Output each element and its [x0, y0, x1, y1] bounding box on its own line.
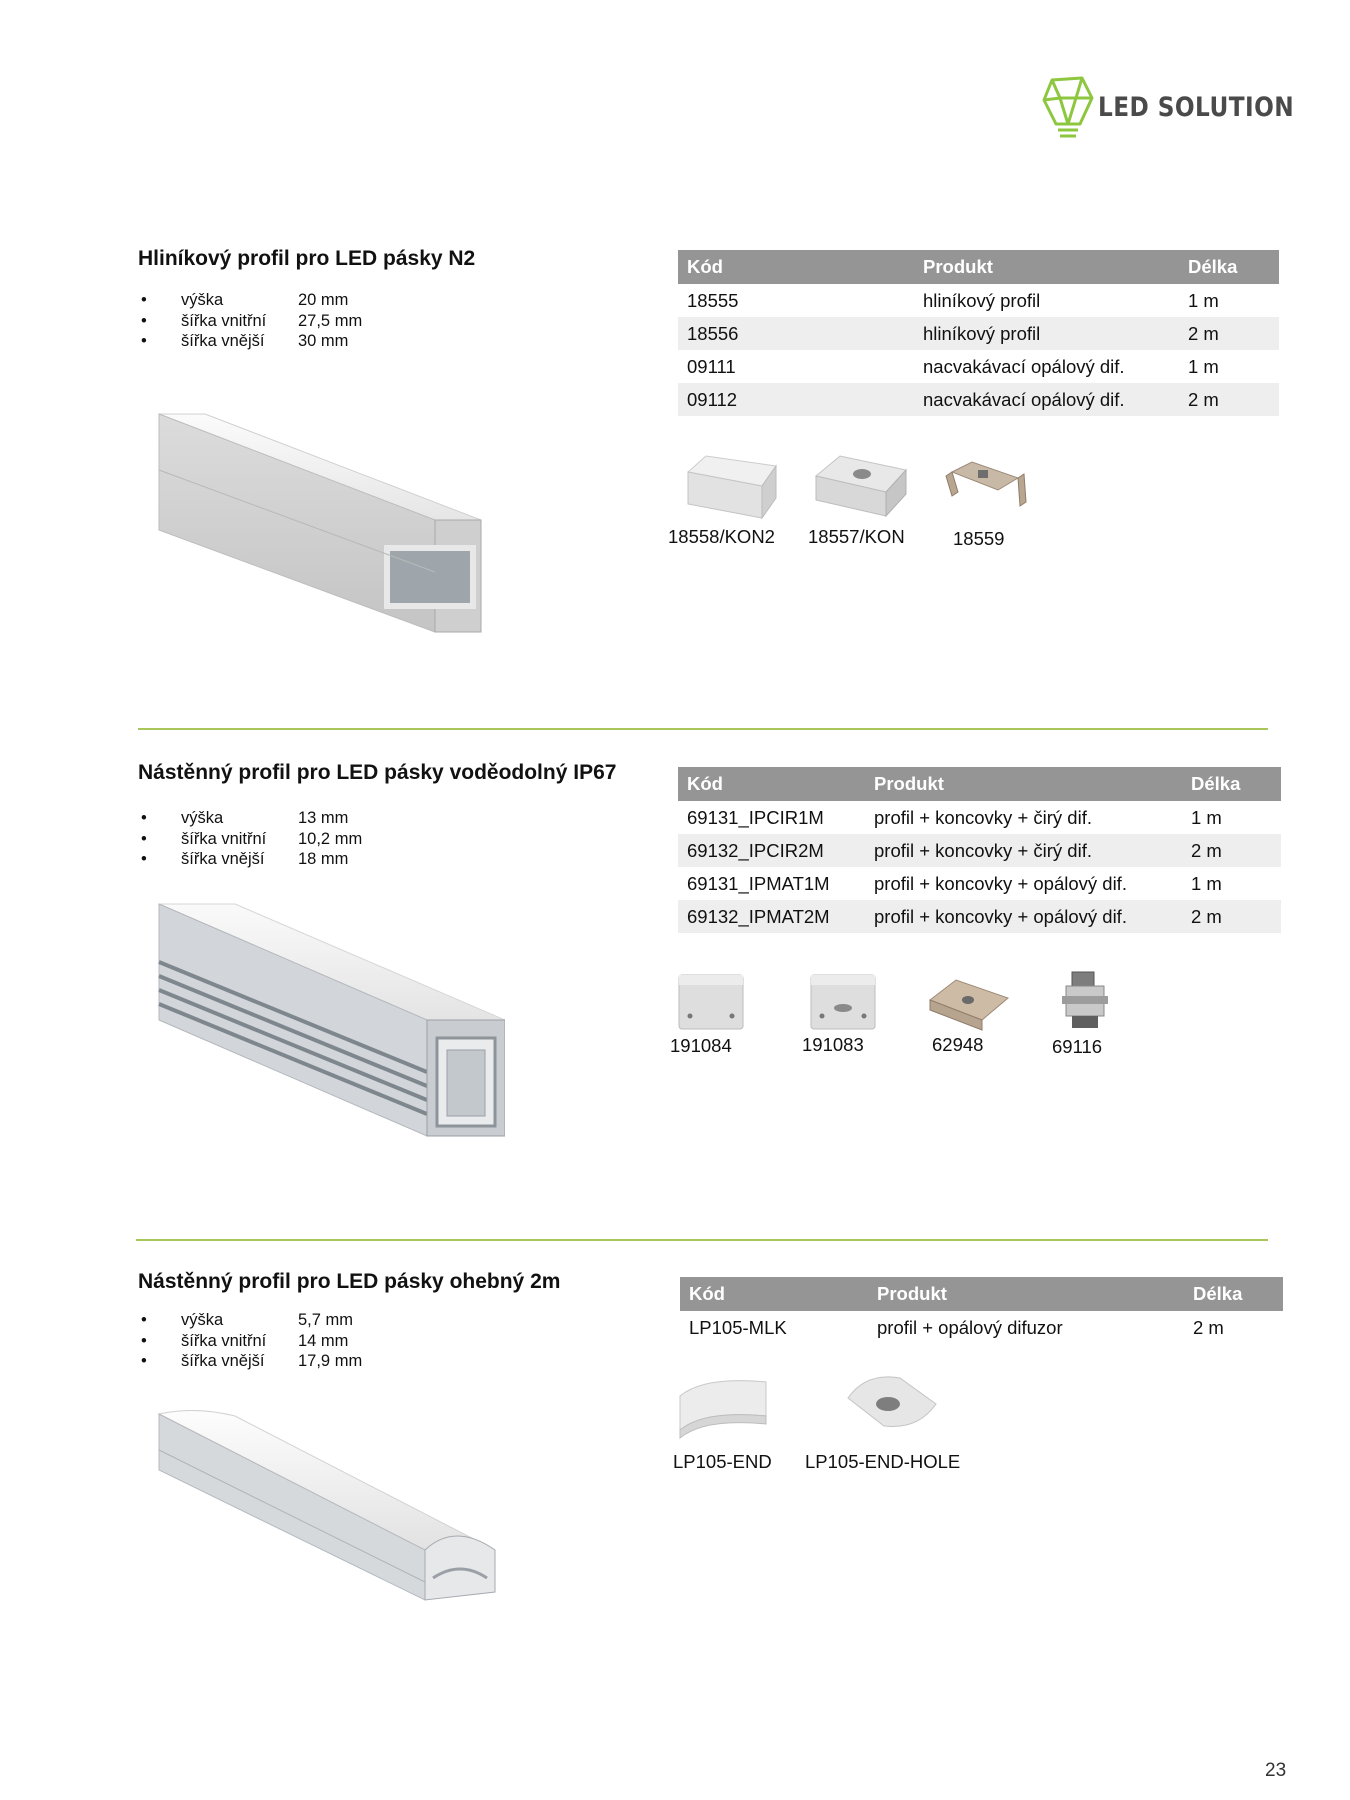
spec-label: šířka vnější: [181, 332, 265, 350]
table-row: [678, 867, 1281, 900]
profile-n2-image: [155, 410, 495, 640]
end-cap-image: [674, 1374, 774, 1440]
spec-value: 20 mm: [298, 291, 349, 309]
bullet: •: [141, 1331, 147, 1350]
accessory-label: 18558/KON2: [668, 526, 775, 547]
bullet: •: [141, 311, 147, 330]
col-header-product: Produkt: [865, 767, 1182, 801]
table-row: [678, 350, 1279, 383]
bullet: •: [141, 1352, 147, 1370]
cell-length: 1 m: [1188, 289, 1219, 311]
cell-product: profil + koncovky + opálový dif.: [865, 900, 1182, 933]
spec-value: 14 mm: [298, 1331, 349, 1350]
accessory-label: 191084: [670, 1035, 732, 1056]
spec-label: výška: [181, 291, 224, 309]
spec-row: [138, 1331, 362, 1352]
col-header-length: Délka: [1182, 767, 1281, 801]
spec-value: 18 mm: [298, 850, 349, 868]
mounting-clip-image: [926, 972, 1012, 1034]
table-header-row: [678, 767, 1281, 801]
cell-code: 69131_IPMAT1M: [687, 872, 830, 894]
spec-label: šířka vnější: [181, 850, 265, 868]
section-2-table: [678, 767, 1281, 933]
spec-row: [138, 808, 362, 829]
cell-length: 2 m: [1182, 834, 1281, 867]
bullet: •: [141, 809, 147, 827]
end-cap-hole-image: [808, 972, 878, 1032]
table-row: [680, 1311, 1283, 1344]
bracket-image: [1060, 968, 1110, 1034]
cell-code: 69132_IPCIR2M: [678, 834, 865, 867]
cell-product: profil + opálový difuzor: [877, 1316, 1063, 1338]
profile-flexible-image: [155, 1410, 505, 1610]
lightbulb-icon: [1042, 74, 1094, 144]
spec-row: [138, 311, 362, 332]
accessory-label: 69116: [1052, 1036, 1103, 1057]
cell-length: 2 m: [1193, 1316, 1224, 1338]
section-2-title: Nástěnný profil pro LED pásky voděodolný IP67: [138, 761, 617, 784]
bullet: •: [141, 332, 147, 350]
bullet: •: [141, 291, 147, 309]
section-divider: [136, 1239, 1268, 1241]
spec-value: 27,5 mm: [298, 311, 363, 330]
table-header-row: [678, 250, 1279, 284]
table-row: [678, 317, 1279, 350]
profile-ip67-image: [155, 900, 505, 1140]
table-header-row: [680, 1277, 1283, 1311]
table-row: [678, 284, 1279, 317]
cell-product: profil + koncovky + opálový dif.: [874, 872, 1127, 894]
bullet: •: [141, 1311, 147, 1329]
spec-value: 30 mm: [298, 332, 349, 350]
section-3-specs: [138, 1310, 362, 1372]
col-header-product: Produkt: [868, 1277, 1184, 1311]
cell-length: 2 m: [1179, 383, 1279, 416]
end-cap-hole-image: [810, 452, 910, 522]
bullet: •: [141, 850, 147, 868]
accessory-label: 191083: [802, 1034, 864, 1055]
cell-code: 69132_IPMAT2M: [678, 900, 865, 933]
accessory-label: 62948: [932, 1034, 984, 1055]
cell-length: 2 m: [1179, 317, 1279, 350]
mounting-clip-image: [942, 452, 1032, 522]
spec-row: [138, 331, 362, 352]
spec-label: výška: [181, 1311, 224, 1329]
spec-row: [138, 290, 362, 311]
spec-label: šířka vnitřní: [181, 1331, 267, 1350]
cell-length: 1 m: [1188, 355, 1219, 377]
spec-value: 5,7 mm: [298, 1311, 354, 1329]
spec-label: šířka vnější: [181, 1352, 265, 1370]
spec-value: 10,2 mm: [298, 829, 363, 848]
cell-code: 09111: [687, 355, 736, 377]
cell-length: 1 m: [1191, 806, 1222, 828]
spec-value: 13 mm: [298, 809, 349, 827]
section-1-table: [678, 250, 1279, 416]
accessory-label: 18557/KON: [808, 526, 905, 547]
accessory-label: LP105-END-HOLE: [805, 1451, 961, 1472]
cell-length: 2 m: [1182, 900, 1281, 933]
table-row: [678, 383, 1279, 416]
cell-code: LP105-MLK: [689, 1316, 787, 1338]
col-header-code: Kód: [680, 1277, 868, 1311]
col-header-code: Kód: [678, 767, 865, 801]
spec-row: [138, 849, 362, 870]
section-2-specs: [138, 808, 362, 870]
end-cap-image: [676, 972, 746, 1032]
spec-value: 17,9 mm: [298, 1352, 363, 1370]
section-1-specs: [138, 290, 362, 352]
bullet: •: [141, 829, 147, 848]
table-row: [678, 801, 1281, 834]
brand-logo: [1042, 74, 1295, 144]
section-1-title: Hliníkový profil pro LED pásky N2: [138, 247, 476, 270]
cell-product: profil + koncovky + čirý dif.: [865, 834, 1182, 867]
cell-code: 18556: [678, 317, 914, 350]
cell-code: 18555: [687, 289, 739, 311]
cell-product: nacvakávací opálový dif.: [923, 355, 1125, 377]
end-cap-image: [682, 452, 782, 522]
spec-row: [138, 1351, 362, 1372]
table-row: [678, 834, 1281, 867]
cell-product: nacvakávací opálový dif.: [914, 383, 1179, 416]
spec-row: [138, 1310, 362, 1331]
section-3-table: [680, 1277, 1283, 1344]
section-3-title: Nástěnný profil pro LED pásky ohebný 2m: [138, 1270, 561, 1293]
col-header-length: Délka: [1184, 1277, 1283, 1311]
cell-code: 69131_IPCIR1M: [687, 806, 824, 828]
col-header-product: Produkt: [914, 250, 1179, 284]
accessory-label: LP105-END: [673, 1451, 772, 1472]
spec-label: výška: [181, 809, 224, 827]
section-divider: [138, 728, 1268, 730]
cell-code: 09112: [678, 383, 914, 416]
brand-name: LED SOLUTION: [1098, 92, 1295, 123]
table-row: [678, 900, 1281, 933]
col-header-length: Délka: [1179, 250, 1279, 284]
cell-length: 1 m: [1191, 872, 1222, 894]
spec-row: [138, 829, 362, 850]
end-cap-hole-image: [840, 1368, 940, 1440]
cell-product: hliníkový profil: [914, 317, 1179, 350]
spec-label: šířka vnitřní: [181, 311, 267, 330]
col-header-code: Kód: [678, 250, 914, 284]
spec-label: šířka vnitřní: [181, 829, 267, 848]
page-number: 23: [1265, 1760, 1287, 1781]
accessory-label: 18559: [953, 528, 1005, 549]
cell-product: hliníkový profil: [923, 289, 1041, 311]
cell-product: profil + koncovky + čirý dif.: [874, 806, 1092, 828]
